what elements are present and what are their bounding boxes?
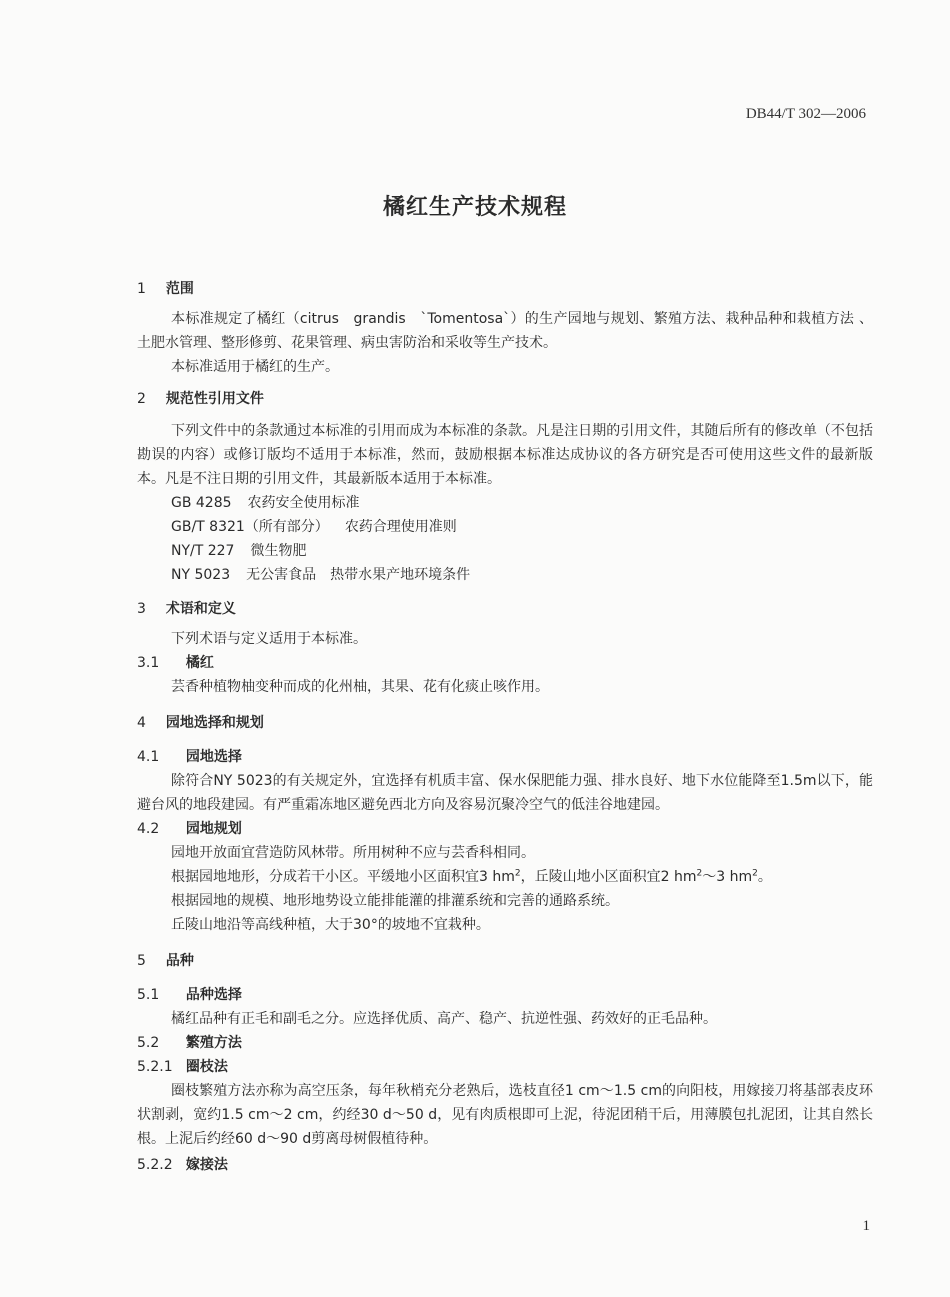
section-number: 3 — [137, 601, 146, 617]
document-code: DB44/T 302—2006 — [745, 106, 866, 122]
reference-code: NY/T 227 — [171, 543, 235, 559]
subsection-number: 5.1 — [137, 987, 160, 1003]
subsection-heading-5-2 — [137, 1031, 873, 1055]
section-number: 2 — [137, 391, 146, 407]
reference-name: 农药安全使用标准 — [247, 495, 360, 511]
subsection-number: 4.2 — [137, 821, 160, 837]
section-heading-1 — [137, 277, 873, 301]
subsection-heading-5-1 — [137, 983, 873, 1007]
paragraph: 本标准适用于橘红的生产。 — [171, 359, 339, 375]
subsection-title: 繁殖方法 — [185, 1035, 242, 1051]
superscript: 2 — [696, 868, 703, 879]
subsection-heading-4-2 — [137, 817, 873, 841]
section-title: 范围 — [165, 281, 194, 297]
paragraph: 园地开放面宜营造防风林带。所用树种不应与芸香科相同。 — [171, 845, 535, 861]
reference-item — [137, 491, 873, 515]
document-title: 橘红生产技术规程 — [382, 195, 567, 220]
paragraph: 本标准规定了橘红（citrus grandis `Tomentosa`）的生产园地与规划、繁殖方法、栽种品种和栽植方法 、土肥水管理、整形修剪、花果管理、病虫害防治和采收等生产技术。 — [137, 311, 873, 351]
text-run: 根据园地地形，分成若干小区。平缓地小区面积宜3 hm — [171, 869, 515, 885]
reference-item — [137, 515, 873, 539]
section-title: 园地选择和规划 — [165, 715, 264, 731]
subsection-title: 橘红 — [185, 655, 214, 671]
subsection-number: 5.2.2 — [137, 1157, 173, 1173]
subsection-title: 园地规划 — [185, 821, 242, 837]
subsection-title: 品种选择 — [185, 987, 242, 1003]
paragraph: 下列文件中的条款通过本标准的引用而成为本标准的条款。凡是注日期的引用文件，其随后所有的修改单（不包括勘误的内容）或修订版均不适用于本标准，然而，鼓励根据本标准达成协议的各方研究是否可使用这些文件的最新版本。凡是不注日期的引用文件，其最新版本适用于本标准。 — [137, 423, 873, 487]
subsection-title: 嫁接法 — [185, 1157, 228, 1173]
section-heading-4 — [137, 711, 873, 735]
reference-item — [137, 563, 873, 587]
paragraph: 下列术语与定义适用于本标准。 — [171, 631, 367, 647]
section-title: 品种 — [165, 953, 194, 969]
subsection-title: 圈枝法 — [185, 1059, 228, 1075]
paragraph-area — [137, 865, 873, 889]
section-title: 术语和定义 — [165, 601, 236, 617]
subsection-number: 5.2 — [137, 1035, 160, 1051]
subsection-heading-5-2-1 — [137, 1055, 873, 1079]
subsection-number: 5.2.1 — [137, 1059, 173, 1075]
section-heading-5 — [137, 949, 873, 973]
document-body — [137, 268, 873, 1177]
subsection-title: 园地选择 — [185, 749, 242, 765]
subsection-number: 4.1 — [137, 749, 160, 765]
subsection-heading-5-2-2 — [137, 1153, 873, 1177]
reference-code: NY 5023 — [171, 567, 231, 583]
paragraph: 根据园地的规模、地形地势设立能排能灌的排灌系统和完善的通路系统。 — [171, 893, 619, 909]
section-title: 规范性引用文件 — [165, 391, 264, 407]
paragraph: 除符合NY 5023的有关规定外，宜选择有机质丰富、保水保肥能力强、排水良好、地下水位能降至1.5m以下，能避台风的地段建园。有严重霜冻地区避免西北方向及容易沉聚冷空气的低洼谷地建园。 — [137, 773, 873, 813]
section-number: 1 — [137, 281, 146, 297]
paragraph: 橘红品种有正毛和副毛之分。应选择优质、高产、稳产、抗逆性强、药效好的正毛品种。 — [171, 1011, 717, 1027]
reference-code: GB 4285 — [171, 495, 232, 511]
section-heading-2 — [137, 387, 873, 411]
reference-code: GB/T 8321（所有部分） — [171, 519, 329, 535]
subsection-heading-4-1 — [137, 745, 873, 769]
superscript: 2 — [752, 868, 758, 879]
section-number: 4 — [137, 715, 146, 731]
reference-name: 农药合理使用准则 — [344, 519, 457, 535]
text-run: ，丘陵山地小区面积宜2 hm — [520, 869, 697, 885]
reference-name: 无公害食品 热带水果产地环境条件 — [246, 567, 471, 583]
paragraph: 芸香种植物柚变种而成的化州柚，其果、花有化痰止咳作用。 — [171, 679, 549, 695]
subsection-number: 3.1 — [137, 655, 160, 671]
paragraph: 圈枝繁殖方法亦称为高空压条，每年秋梢充分老熟后，选枝直径1 cm～1.5 cm的向阳枝，用嫁接刀将基部表皮环状割剥，宽约1.5 cm～2 cm，约经30 d～50 d，见有肉质根即可上泥，待泥团稍干后，用薄膜包扎泥团，让其自然长根。上泥后约经60 d～90 d剪离母树假植待种。 — [137, 1083, 873, 1147]
subsection-heading-3-1 — [137, 651, 873, 675]
reference-name: 微生物肥 — [250, 543, 307, 559]
section-heading-3 — [137, 597, 873, 621]
section-number: 5 — [137, 953, 146, 969]
paragraph: 丘陵山地沿等高线种植，大于30°的坡地不宜栽种。 — [171, 917, 490, 933]
reference-item — [137, 539, 873, 563]
superscript: 2 — [514, 868, 521, 879]
text-run: 。 — [757, 869, 772, 885]
text-run: ～3 hm — [702, 869, 753, 885]
page-number: 1 — [862, 1218, 870, 1234]
